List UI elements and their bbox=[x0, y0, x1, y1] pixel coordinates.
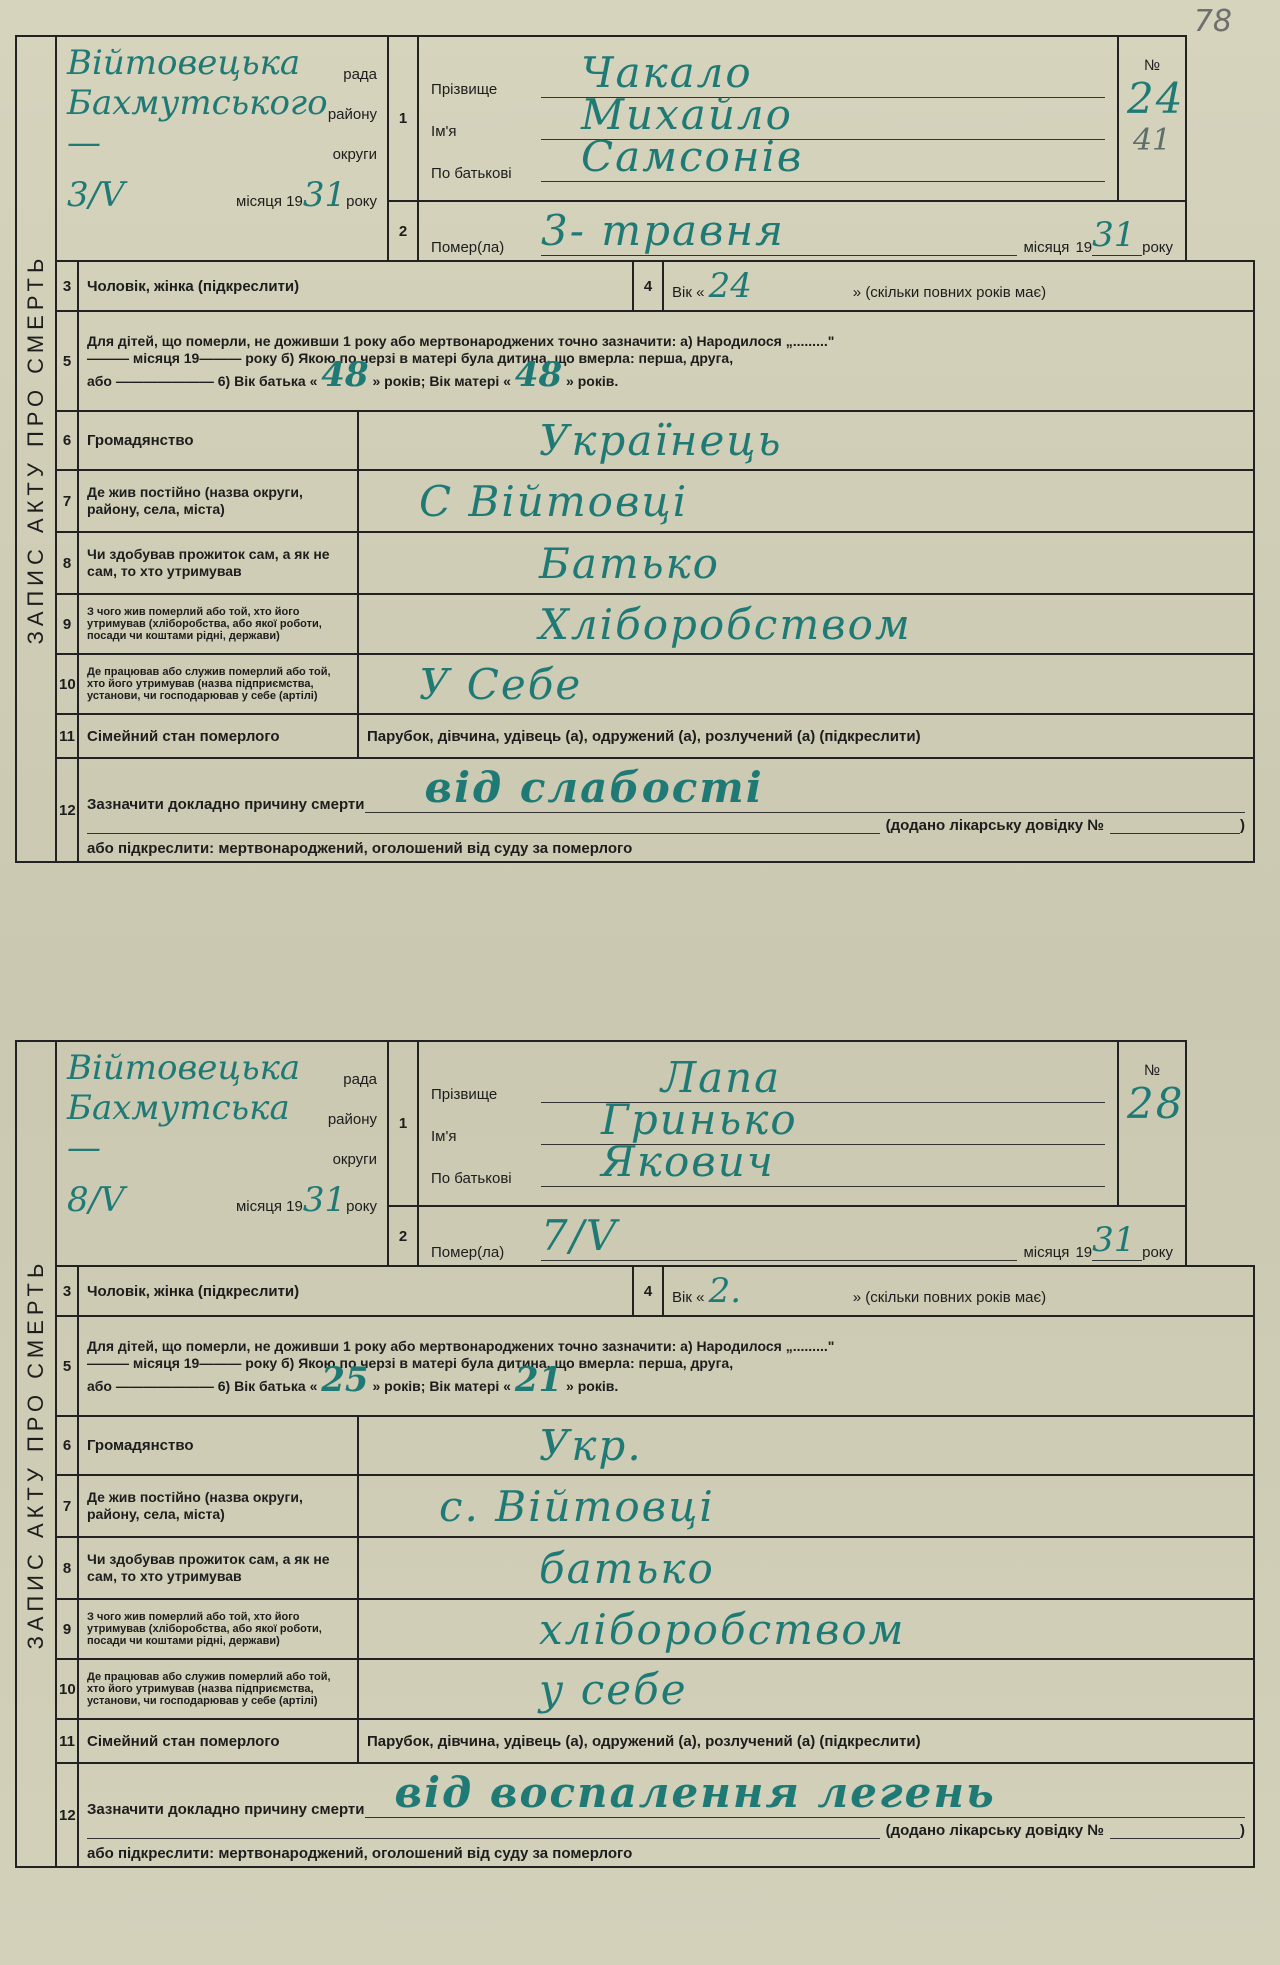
death-year-value: 31 bbox=[1092, 1220, 1142, 1261]
okruha-value: — bbox=[67, 1128, 101, 1168]
registration-date-value: 3/V bbox=[67, 175, 125, 215]
record-side-title: ЗАПИС АКТУ ПРО СМЕРТЬ bbox=[23, 1258, 48, 1650]
row-number: 2 bbox=[388, 201, 418, 261]
row-number: 9 bbox=[56, 1599, 78, 1659]
children-text-1: Для дітей, що померли, не доживши 1 року або мертвонароджених точно зазначити: а) Народилося „........." bbox=[87, 332, 835, 349]
marital-options: Парубок, дівчина, удівець (а), одружений (а), розлучений (а) (підкреслити) bbox=[367, 1732, 921, 1750]
death-date-value: 3- травня bbox=[541, 206, 1017, 256]
age-value: 2. bbox=[708, 1271, 742, 1311]
row-number: 8 bbox=[56, 532, 78, 594]
livelihood-label: Чи здобував прожиток сам, а як не сам, то хто утримував bbox=[87, 1551, 330, 1584]
month-label: місяця bbox=[235, 1198, 282, 1215]
month-label: місяця bbox=[1023, 1244, 1070, 1261]
citizenship-value: Українець bbox=[539, 416, 783, 465]
rada-label: рада bbox=[343, 1071, 378, 1088]
livelihood-value: Батько bbox=[539, 538, 720, 588]
residence-label: Де жив постійно (назва округи, району, села, міста) bbox=[87, 484, 303, 517]
village-council-value: Війтовецька bbox=[67, 43, 301, 83]
workplace-label: Де працював або служив померлий або той, хто його утримував (назва підприємства, установи, чи господарював у себе (артілі) bbox=[87, 1671, 331, 1707]
age-value: 24 bbox=[708, 266, 752, 306]
year-suffix: року bbox=[346, 193, 378, 210]
cause-label: Зазначити докладно причину смерти bbox=[87, 1801, 365, 1818]
row-number: 6 bbox=[56, 411, 78, 470]
raion-label: району bbox=[327, 1111, 378, 1128]
record-table: ЗАПИС АКТУ ПРО СМЕРТЬ Війтовецька рада Бахмутського району — округи 3/V місяця 1931року 1 Прізвище Чакало Ім'я Михайло По батькові Самсонів № 24 41 2 Помер(ла) 3- травня місяця 19 31 року 3 Чоловік, жінка (підкреслити) 4 Вік « 24 » (скільки повних років має) 5 Для дітей, що померли, не доживши 1 року або мертвонароджених точно зазначити: а) Народилося „........." ——— місяця 19——— року б) Якою по черзі в матері була дитина, що вмерла: перша, друга, або ——————— 6) Вік батька « 48 » років; Вік матері « 48 » років. 6 Громадянство Українець 7 Де жив постійно (назва округи, району, села, міста) С Війтовці 8 Чи здобував прожиток сам, а як не сам, то хто утримував Батько 9 З чого жив померлий або той, хто його утримував (хліборобства, або якої роботи, посади чи коштами рідні, держави) Хліборобством 10 Де працював або служив померлий або той, хто його утримував (назва підприємства, установи, чи господарював у себе (артілі) У Себе 11 Сімейний стан померлого Парубок, дівчина, удівець (а), одружений (а), розлучений (а) (підкреслити) 12 Зазначити докладно причину смерти від слабості (додано лікарську довідку № ) або підкреслити: мертвонароджений, оголошений від суду за померлого bbox=[15, 35, 1255, 863]
year-prefix: 19 bbox=[1075, 1244, 1093, 1261]
citizenship-label: Громадянство bbox=[87, 432, 194, 449]
raion-label: району bbox=[327, 106, 378, 123]
name-label: Ім'я bbox=[431, 1127, 457, 1145]
died-label: Помер(ла) bbox=[431, 1244, 505, 1261]
month-label: місяця bbox=[236, 193, 282, 210]
source-value: Хліборобством bbox=[539, 599, 912, 649]
cause-value: від слабості bbox=[365, 763, 1246, 813]
village-council-value: Війтовецька bbox=[67, 1048, 301, 1088]
age-label: Вік bbox=[672, 1289, 692, 1306]
year-prefix: 19 bbox=[286, 193, 303, 210]
okruha-value: — bbox=[67, 123, 101, 163]
marital-label: Сімейний стан померлого bbox=[87, 727, 280, 745]
source-label: З чого жив померлий або той, хто його утримував (хліборобства, або якої роботи, посади чи коштами рідні, держави) bbox=[87, 1611, 322, 1647]
year-prefix: 19 bbox=[1075, 239, 1093, 256]
source-value: хліборобством bbox=[539, 1604, 906, 1654]
livelihood-value: батько bbox=[539, 1543, 715, 1593]
patronymic-value: Самсонів bbox=[541, 132, 1105, 182]
row-number: 8 bbox=[56, 1537, 78, 1599]
record-table: ЗАПИС АКТУ ПРО СМЕРТЬ Війтовецька рада Бахмутська району — округи 8/V місяця 1931року 1 Прізвище Лапа Ім'я Гринько По батькові Якович № 28 2 Помер(ла) 7/V місяця 19 31 року 3 Чоловік, жінка (підкреслити) 4 Вік « 2. » (скільки повних років має) 5 Для дітей, що померли, не доживши 1 року або мертвонароджених точно зазначити: а) Народилося „........." ——— місяця 19——— року б) Якою по черзі в матері була дитина, що вмерла: перша, друга, або ——————— 6) Вік батька « 25 » років; Вік матері « 21 » років. 6 Громадянство Укр. 7 Де жив постійно (назва округи, району, села, міста) с. Війтовці 8 Чи здобував прожиток сам, а як не сам, то хто утримував батько 9 З чого жив померлий або той, хто його утримував (хліборобства, або якої роботи, посади чи коштами рідні, держави) хліборобством 10 Де працював або служив померлий або той, хто його утримував (назва підприємства, установи, чи господарював у себе (артілі) у себе 11 Сімейний стан померлого Парубок, дівчина, удівець (а), одружений (а), розлучений (а) (підкреслити) 12 Зазначити докладно причину смерти від воспалення легень (додано лікарську довідку № ) або підкреслити: мертвонароджений, оголошений від суду за померлого bbox=[15, 1040, 1255, 1868]
row-number: 1 bbox=[388, 36, 418, 201]
registration-year-value: 31 bbox=[302, 1180, 347, 1220]
father-age-value: 25 bbox=[321, 1359, 369, 1400]
number-sign: № bbox=[1144, 57, 1161, 74]
row-number: 3 bbox=[56, 1266, 78, 1316]
years-label: » років. bbox=[566, 372, 619, 389]
okruha-label: округи bbox=[332, 1151, 378, 1168]
row-number: 1 bbox=[388, 1041, 418, 1206]
marital-options: Парубок, дівчина, удівець (а), одружений (а), розлучений (а) (підкреслити) bbox=[367, 727, 921, 745]
sex-label: Чоловік, жінка (підкреслити) bbox=[87, 277, 300, 295]
month-label: місяця bbox=[1023, 239, 1070, 256]
residence-label: Де жив постійно (назва округи, району, села, міста) bbox=[87, 1489, 303, 1522]
record-side-title: ЗАПИС АКТУ ПРО СМЕРТЬ bbox=[23, 253, 48, 645]
row-number: 4 bbox=[633, 261, 663, 311]
row-number: 10 bbox=[56, 654, 78, 714]
record-number-value: 24 bbox=[1127, 74, 1185, 123]
father-age-value: 48 bbox=[321, 354, 369, 395]
row-number: 9 bbox=[56, 594, 78, 654]
cause-value: від воспалення легень bbox=[365, 1768, 1246, 1818]
year-suffix: року bbox=[346, 1198, 378, 1215]
children-text-3: або ——————— 6) Вік батька « bbox=[87, 1377, 318, 1394]
name-value: Гринько bbox=[541, 1095, 1105, 1145]
or-underline-label: або підкреслити: мертвонароджений, оголошений від суду за померлого bbox=[87, 1845, 633, 1862]
citizenship-label: Громадянство bbox=[87, 1437, 194, 1454]
row-number: 5 bbox=[56, 311, 78, 411]
children-text-3b: » років; Вік матері « bbox=[372, 372, 511, 389]
workplace-label: Де працював або служив померлий або той, хто його утримував (назва підприємства, установи, чи господарював у себе (артілі) bbox=[87, 666, 331, 702]
row-number: 3 bbox=[56, 261, 78, 311]
row-number: 11 bbox=[56, 714, 78, 758]
age-label: Вік bbox=[672, 284, 692, 301]
death-record-1 bbox=[15, 35, 1255, 863]
district-value: Бахмутська bbox=[67, 1088, 290, 1128]
row-number: 12 bbox=[56, 1763, 78, 1867]
surname-label: Прізвище bbox=[431, 1085, 498, 1103]
registration-date-value: 8/V bbox=[67, 1180, 125, 1220]
year-suffix: року bbox=[1142, 239, 1174, 256]
surname-value: Чакало bbox=[541, 48, 1105, 98]
residence-value: С Війтовці bbox=[419, 476, 689, 526]
patronymic-label: По батькові bbox=[431, 1169, 512, 1187]
surname-value: Лапа bbox=[541, 1053, 1105, 1103]
age-hint: (скільки повних років має) bbox=[865, 284, 1047, 301]
residence-value: с. Війтовці bbox=[439, 1481, 715, 1531]
livelihood-label: Чи здобував прожиток сам, а як не сам, то хто утримував bbox=[87, 546, 330, 579]
district-value: Бахмутського bbox=[67, 83, 328, 123]
workplace-value: у себе bbox=[539, 1664, 688, 1714]
death-date-value: 7/V bbox=[541, 1211, 1017, 1261]
source-label: З чого жив померлий або той, хто його утримував (хліборобства, або якої роботи, посади чи коштами рідні, держави) bbox=[87, 606, 322, 642]
age-hint: (скільки повних років має) bbox=[865, 1289, 1047, 1306]
okruha-label: округи bbox=[332, 146, 378, 163]
row-number: 4 bbox=[633, 1266, 663, 1316]
workplace-value: У Себе bbox=[419, 659, 583, 709]
certificate-label: (додано лікарську довідку № bbox=[885, 1822, 1104, 1839]
row-number: 12 bbox=[56, 758, 78, 862]
row-number: 5 bbox=[56, 1316, 78, 1416]
sex-label: Чоловік, жінка (підкреслити) bbox=[87, 1282, 300, 1300]
rada-label: рада bbox=[343, 66, 378, 83]
cause-label: Зазначити докладно причину смерти bbox=[87, 796, 365, 813]
mother-age-value: 48 bbox=[514, 354, 563, 395]
marital-label: Сімейний стан померлого bbox=[87, 1732, 280, 1750]
year-suffix: року bbox=[1142, 1244, 1174, 1261]
row-number: 7 bbox=[56, 470, 78, 532]
extra-number: 41 bbox=[1132, 123, 1172, 158]
death-record-2 bbox=[15, 1040, 1255, 1868]
record-number-value: 28 bbox=[1127, 1079, 1185, 1128]
registration-year-value: 31 bbox=[302, 175, 347, 215]
children-text-1: Для дітей, що померли, не доживши 1 року або мертвонароджених точно зазначити: а) Народилося „........." bbox=[87, 1337, 835, 1354]
row-number: 7 bbox=[56, 1475, 78, 1537]
children-text-2: ——— місяця 19——— року б) Якою по черзі в матері була дитина, що вмерла: перша, друга, bbox=[87, 1354, 734, 1371]
row-number: 6 bbox=[56, 1416, 78, 1475]
row-number: 11 bbox=[56, 1719, 78, 1763]
death-year-value: 31 bbox=[1092, 215, 1142, 256]
surname-label: Прізвище bbox=[431, 80, 498, 98]
number-sign: № bbox=[1144, 1062, 1161, 1079]
name-label: Ім'я bbox=[431, 122, 457, 140]
patronymic-value: Якович bbox=[541, 1137, 1105, 1187]
row-number: 10 bbox=[56, 1659, 78, 1719]
year-prefix: 19 bbox=[286, 1198, 303, 1215]
certificate-label: (додано лікарську довідку № bbox=[885, 817, 1104, 834]
name-value: Михайло bbox=[541, 90, 1105, 140]
citizenship-value: Укр. bbox=[539, 1421, 643, 1470]
children-text-3: або ——————— 6) Вік батька « bbox=[87, 372, 318, 389]
children-text-3b: » років; Вік матері « bbox=[372, 1377, 511, 1394]
mother-age-value: 21 bbox=[514, 1359, 563, 1400]
children-text-2: ——— місяця 19——— року б) Якою по черзі в матері була дитина, що вмерла: перша, друга, bbox=[87, 349, 734, 366]
row-number: 2 bbox=[388, 1206, 418, 1266]
died-label: Помер(ла) bbox=[431, 239, 505, 256]
patronymic-label: По батькові bbox=[431, 164, 512, 182]
or-underline-label: або підкреслити: мертвонароджений, оголошений від суду за померлого bbox=[87, 840, 633, 857]
years-label: » років. bbox=[566, 1377, 619, 1394]
page-number: 78 bbox=[1193, 4, 1232, 39]
